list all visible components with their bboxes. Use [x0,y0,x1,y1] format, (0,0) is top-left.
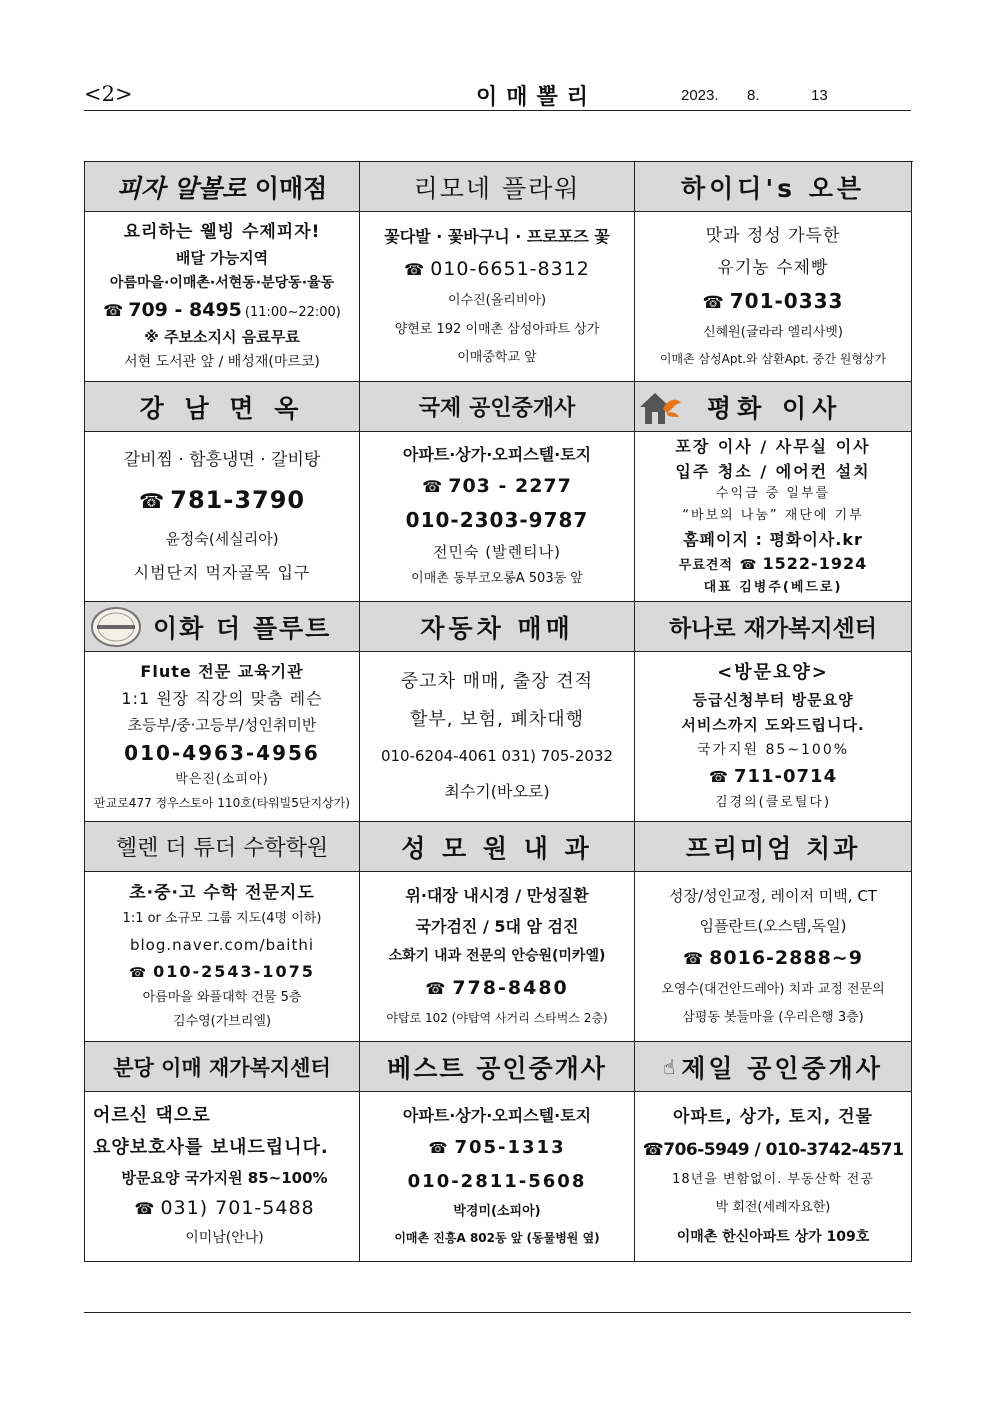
ad-contact: 이수진(올리비아) [447,293,547,309]
ad-phone [425,978,569,999]
bulletin-title: 이매뽈리 [476,85,598,110]
ad-title [85,602,359,652]
ad-limone-flower [360,162,635,382]
ad-line: 18년을 변함없이. 부동산학 전공 [672,1172,874,1188]
ad-line: 초·중·고 수학 전문지도 [129,882,315,903]
ad-title: 하나로 재가복지센터 [635,602,911,652]
ad-address: 시범단지 먹자골목 입구 [133,563,311,583]
ad-body [360,872,634,1041]
ad-body [360,652,634,821]
ad-helen-tudor-math [85,822,360,1042]
phone-prefix: 무료견적 [678,558,733,574]
ad-address: 이매촌 삼성Apt.와 삼환Apt. 중간 원형상가 [659,351,887,366]
ad-line: 국가검진 / 5대 암 검진 [415,917,579,937]
ad-title [635,382,911,432]
ad-ewha-flute [85,602,360,822]
phone-icon: ☎ [708,767,729,786]
phone-number: 706-5949 / 010-3742-4571 [663,1139,904,1160]
phone-icon: ☎ [138,489,166,513]
ad-row [85,1042,913,1262]
ad-body [85,872,359,1041]
page-number: <2> [84,82,133,106]
ad-line: 초등부/중·고등부/성인취미반 [127,715,317,734]
ad-body [360,212,634,381]
ad-premium-dental [635,822,912,1042]
ad-line: 유기농 수제빵 [717,257,829,278]
phone-number: 711-0714 [733,765,838,787]
ad-line: 배달 가능지역 [175,249,269,268]
ad-seongmo-clinic [360,822,635,1042]
ad-address: 야탑로 102 (야탑역 사거리 스타벅스 2층) [386,1011,608,1026]
ad-title-text: 제일 공인중개사 [681,1053,883,1083]
ad-contact: 최수기(바오로) [444,782,550,802]
ad-bundang-imae-care [85,1042,360,1262]
ad-line: 서비스까지 도와드립니다. [681,716,865,735]
ad-title: 자동차 매매 [360,602,634,652]
ad-line: 중고차 매매, 출장 견적 [400,671,594,693]
ad-contact: 윤정숙(세실리아) [165,529,279,548]
ad-title-branch: 이매점 [254,173,328,203]
ad-title: 국제 공인중개사 [360,382,634,432]
ad-line: 임플란트(오스템,독일) [699,917,847,935]
ad-row [85,822,913,1042]
flute-logo-icon [89,605,143,649]
ad-phone [103,300,341,321]
ad-title: 베스트 공인중개사 [360,1042,634,1092]
ad-line: 소화기 내과 전문의 안승원(미카엘) [388,948,606,965]
ad-jeil-realty [635,1042,912,1262]
ad-contact: 전민숙 (발렌티나) [433,542,561,561]
ad-note: ※ 주보소지시 음료무료 [144,328,300,347]
ad-line: “바보의 나눔” 재단에 기부 [682,507,864,523]
ad-body [360,1092,634,1261]
ad-phone [139,487,305,513]
ad-phone [679,555,867,573]
ad-mobile: 010-2811-5608 [407,1170,587,1192]
ad-address: 이매촌 한신아파트 상가 109호 [676,1228,870,1245]
ad-contact: 박은진(소피아) [175,772,269,788]
ad-body [360,432,634,601]
ad-best-realty [360,1042,635,1262]
phone-number: 031) 701-5488 [160,1197,315,1220]
ad-contact: 이미남(안나) [185,1230,264,1247]
date-year: 2023. [681,87,719,104]
ad-body [85,432,359,601]
ad-phone [703,290,844,313]
phone-number: 703 - 2277 [448,475,572,498]
phone-icon: ☎ [103,300,124,320]
ad-body [635,432,911,601]
ad-pizza-alvolo [85,162,360,382]
ad-line: 포장 이사 / 사무실 이사 [675,436,871,456]
ad-title: 헬렌 더 튜더 수학학원 [85,822,359,872]
ad-line: 1:1 or 소규모 그룹 지도(4명 이하) [122,911,322,927]
phone-number: 701-0333 [729,289,844,314]
ad-gangnam-myeonok [85,382,360,602]
ad-phone [683,948,863,969]
phone-icon: ☎ [134,1199,156,1219]
ad-phone: 010-4963-4956 [124,741,320,766]
ad-title: 성 모 원 내 과 [360,822,634,872]
ad-row [85,162,913,382]
ad-line: 맛과 정성 가득한 [705,225,841,246]
ad-title [635,1042,911,1092]
ad-title: 하이디's 오븐 [635,162,911,212]
ad-row [85,602,913,822]
ad-contact: 박 회전(세례자요한) [715,1200,831,1216]
ad-line: 1:1 원장 직강의 맞춤 레슨 [121,688,323,708]
ad-title-text: 이화 더 플루트 [153,613,332,643]
ad-address: 양현로 192 이매촌 삼성아파트 상가 [394,321,600,337]
ad-phone [404,259,590,280]
phone-icon: ☎ [702,293,725,314]
ad-title: 프리미엄 치과 [635,822,911,872]
ad-title-brand: 피자 알볼로 [116,173,247,203]
ad-line: 요양보호사를 보내드립니다. [93,1136,329,1158]
ad-address: 판교로477 정우스토아 110호(타워빌5단지상가) [94,795,350,810]
ad-phone [134,1198,314,1219]
ad-phone [709,767,837,787]
ad-mobile: 010-2303-9787 [405,508,589,533]
ad-line: 아름마을·이매촌·서현동·분당동·율동 [109,274,335,291]
ad-contact: 대표 김병주(베드로) [703,580,843,595]
ad-body [635,1092,911,1261]
ad-line: 입주 청소 / 에어컨 설치 [675,461,871,481]
phone-icon: ☎ [683,949,705,969]
ad-line: 어르신 댁으로 [93,1105,211,1127]
ad-line: 등급신청부터 방문요양 [692,690,854,709]
ad-address: 이매촌 진흥A 802동 앞 (동물병원 옆) [394,1231,600,1246]
ad-phone [643,1141,904,1160]
ad-contact: 서현 도서관 앞 / 배성재(마르코) [124,353,320,370]
ad-title: 리모네 플라워 [360,162,634,212]
ad-grid [84,161,913,1262]
phone-number: 781-3790 [170,486,306,514]
ad-line: 요리하는 웰빙 수제피자! [123,221,321,242]
phone-icon: ☎ [739,557,758,574]
phone-icon: ☎ [642,1139,664,1160]
ad-body [635,652,911,821]
ad-line: 국가지원 85~100% [696,741,850,758]
ad-line: 방문요양 국가지원 85~100% [121,1168,328,1187]
ad-phone [428,1138,565,1158]
phone-icon: ☎ [422,477,444,497]
ad-title [85,162,359,212]
ad-hanaro-care [635,602,912,822]
ad-line: <방문요양> [717,661,829,683]
ad-line: 꽃다발 · 꽃바구니 · 프로포즈 꽃 [384,226,610,246]
ad-contact: 오영수(대건안드레아) 치과 교정 전문의 [661,981,885,997]
ad-phone: 010-6204-4061 031) 705-2032 [380,747,614,766]
ad-pyeonghwa-moving [635,382,912,602]
ad-title: 강 남 면 옥 [85,382,359,432]
ad-homepage: 홈페이지 : 평화이사.kr [683,529,863,549]
ad-body [85,212,359,381]
ad-gukje-realty [360,382,635,602]
ad-contact: 박경미(소피아) [453,1203,541,1219]
ad-address: 이매중학교 앞 [457,349,537,365]
ad-line: 아파트, 상가, 토지, 건물 [673,1106,873,1127]
ad-row [85,382,913,602]
ad-body [635,872,911,1041]
date-month: 8. [747,87,760,104]
phone-number: 709 - 8495 [128,298,242,321]
date-day: 13 [811,87,828,104]
ad-address: 이매촌 동부코오롱A 503동 앞 [411,571,583,587]
ad-phone [129,963,315,981]
phone-icon: ☎ [129,964,149,981]
phone-number: 010-6651-8312 [430,258,590,281]
phone-number: 8016-2888~9 [709,947,863,970]
hand-pointer-icon: ☝ [663,1054,676,1079]
ad-line: 아파트·상가·오피스텔·토지 [402,1106,592,1126]
ad-car-trading [360,602,635,822]
ad-contact: 김경의(클로틸다) [714,794,832,810]
ad-body [85,1092,359,1261]
ad-line: Flute 전문 교육기관 [140,662,304,682]
ad-heidis-oven [635,162,912,382]
ad-phone [422,476,572,497]
issue-date [681,87,828,104]
phone-number: 778-8480 [452,977,569,1000]
ad-contact: 신혜원(글라라 엘리사벳) [703,324,843,340]
phone-icon: ☎ [428,1139,450,1158]
business-hours: (11:00~22:00) [244,304,341,320]
ad-address: 아름마을 와플대학 건물 5층 [142,989,302,1005]
ad-blog: blog.naver.com/baithi [129,935,315,954]
ad-line: 수익금 중 일부를 [715,486,831,502]
footer-divider [84,1312,911,1313]
ad-line: 성장/성인교정, 레이저 미백, CT [669,886,877,905]
ad-title-text: 평화 이사 [707,393,843,423]
ad-contact: 김수영(가브리엘) [172,1013,272,1029]
phone-icon: ☎ [425,979,448,999]
ad-line: 아파트·상가·오피스텔·토지 [402,445,592,465]
phone-number: 1522-1924 [762,554,868,574]
phone-number: 705-1313 [454,1137,566,1159]
phone-icon: ☎ [404,260,426,280]
moving-logo-icon [637,387,683,427]
phone-number: 010-2543-1075 [153,961,315,981]
ad-title: 분당 이매 재가복지센터 [85,1042,359,1092]
ad-body [635,212,911,381]
ad-address: 삼평동 봇들마을 (우리은행 3층) [682,1009,864,1025]
page-header [84,80,911,111]
ad-line: 할부, 보험, 폐차대행 [410,709,584,731]
ad-line: 위·대장 내시경 / 만성질환 [405,886,589,906]
ad-body [85,652,359,821]
ad-line: 갈비찜 · 함흥냉면 · 갈비탕 [123,450,321,471]
